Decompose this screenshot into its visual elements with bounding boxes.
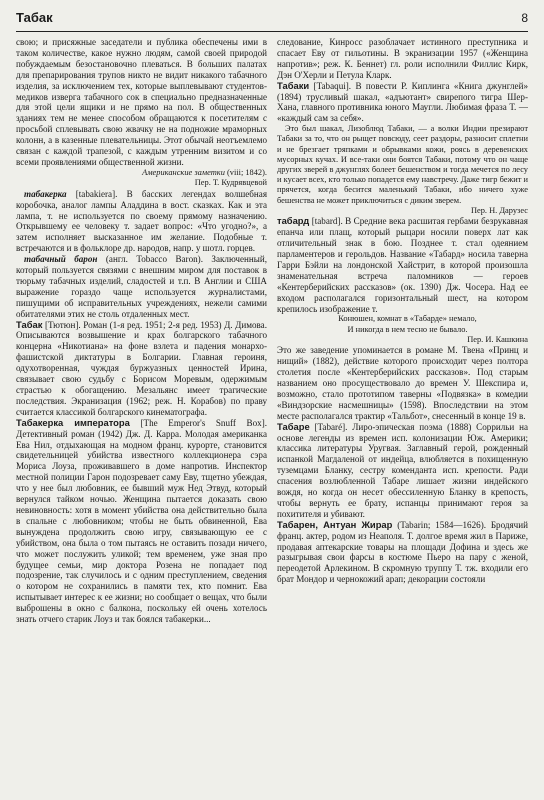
paragraph: свою; и присяжные заседатели и публика обеспечены ими в таком количестве, какое нужно людям, самой своей природой побуждаемым безостановочно плеваться. В больших палатах для препарирования трупов никто не видит никакого табачного изделия, за исключением тех, которые выплевывают студентов-медиков изверга табачного сок в специально предназначенные для этой цели ящики и не прямо на пол. В общественных зданиях тем не менее способом обращаются к посетителям с просьбой сплевывать свою жвачку не на подножие мраморных колонн, а в казенные плевательницы. Этот обычай неотъемлемо связан с каждой трапезой, с каждым утренним визитом и со всеми проявлениями общественной жизни. — [16, 37, 267, 167]
paragraph: Это же заведение упоминается в романе М. Твена «Принц и нищий» (1882), действие которого происходит через полтора столетия после «Кентерберийских рассказов». Под старым названием оно просуществовало до времен У. Шекспира и, возможно, стало прототипом таверны «Подвязка» в комедии «Виндзорские насмешницы» (1598). Впоследствии на этом месте располагался трактир «Тальбот», снесенный в конце 19 в. — [277, 345, 528, 421]
verse-line: И никогда в нем тесно не бывало. — [347, 324, 468, 334]
headword: Табак — [16, 318, 43, 330]
source-title: Американские заметки — [142, 167, 225, 177]
source-ref: (viii; 1842). — [226, 167, 267, 177]
headword: Табарен, Антуан Жирар — [277, 518, 393, 530]
entry-tabakerka — [16, 189, 267, 254]
running-header — [16, 10, 528, 32]
source-citation — [16, 168, 267, 178]
translator: Пер. И. Кашкина — [467, 334, 528, 344]
text-columns — [16, 37, 528, 799]
entry-text: [Тютюн]. Роман (1-я ред. 1951; 2-я ред. 1953) Д. Димова. Описываются возвышение и крах болгарского табачного концерна «Никотиана» на фоне взлета и падения монархо-фашистской диктатуры в Болгарии. Главная героиня, одухотворенная, чуждая буржуазных ценностей Ирина, связывает свою судьбу с Борисом Моревым, одержимым страстью к обогащению. Мезальянс имеет трагические последствия. Экранизация (1962; реж. Н. Корабов) по праву считается классикой болгарского кинематографа. — [16, 319, 267, 417]
entry-text: Детективный роман (1942) Дж. Д. Карра. Молодая американка Ева Нил, отдыхающая на модном франц. курорте, становится свидетельницей убийства известного коллекционера сэра Мориса Лоуза, проживавшего в доме напротив. Инспектор местной полиции Гарон подозревает саму Еву, тщетно убеждая, что у нее был любовник, ее бывший муж Нед Этвуд, который вернулся тайком ночью. Женщина пытается доказать свою невиновность: хотя в момент убийства она действительно была в спальне с любовником; чтобы не быть обвиненной, Ева вынуждена продолжить свою игру, связывающую ее с убийством, она была о том пытаясь не оставить позади ничего, что может послужить уликой; тем временем, уже зная про будущее семьи, мир доктора Розена не попадает под подозрение, так случилось и с одним преступлением, сведения о котором не сохранились в памяти тех, кто помнит. Ева испытывает интерес к ее жизни; но сообщает о вещах, что были выброшены в окно с балкона, поскольку ей очень хотелось знать отчего старик Лоуз и так боялся табакерки... — [16, 428, 267, 625]
entry-text: (англ. Tobacco Baron). Заключенный, который пользуется связями с внешним миром для поставок в тюрьму табачных изделий, сладостей и т.п. В Англии и США выражение гораздо чаще используется журналистами, пишущими об исправительных учреждениях, нежели самими обитателями этих не столь отдаленных мест. — [16, 254, 267, 319]
verse-line: Конюшен, комнат в «Табарде» немало, — [338, 314, 477, 324]
entry-tabard — [277, 216, 528, 314]
entry-text: [tabard]. В Средние века расшитая гербами безрукавная епанча или плащ, который рыцари носили поверх лат как отличительный знак в бою. Позднее т. стал одеянием парламентеров и герольдов. Название «Табард» носила таверна Гарри Бэйли на лондонской Хайстрит, в которой произошла знаменательная встреча паломников — героев «Кентерберийских рассказов» (ок. 1390) Дж. Чосера. Над ее входом располагался горизонтальный шест, на котором крепилось изображение т. — [277, 216, 528, 314]
translator: Пер. Н. Дарузес — [470, 205, 528, 215]
entry-text: (Tabarin; 1584—1626). Бродячий франц. актер, родом из Неаполя. Т. долгое время жил в Париже, продавая аптекарские товары на площади Дофина и здесь же разыгрывая свои фарсы в костюме Пьеро на пару с женой, переодетой Арлекином. В скромную труппу Т. тж. входили его брат Мондор и чернокожий арап; декорации состояли — [277, 519, 528, 585]
entry-text: [Tabaré]. Лиро-эпическая поэма (1888) Соррильи на основе легенды из времен исп. колонизации Юж. Америки; классика литературы Уругвая. Заглавный герой, рожденный испанкой Магдаленой от индейца, влюбляется в похищенную туземцами Бланку, сестру коменданта исп. крепости. Ради спасения возлюбленной Табаре лишает жизни индейского вождя, но когда он несет обессиленную Бланку в крепость, чтобы вернуть ее брату, испанцы принимают героя за похитителя и убивают. — [277, 421, 528, 519]
translator: Пер. Т. Кудрявцевой — [194, 178, 267, 188]
running-title: Табак — [16, 10, 53, 25]
paragraph: следование, Кинросс разоблачает истинного преступника и спасает Еву от гильотины. В экранизации 1957 («Женщина напротив»; реж. К. Беннет) гл. роли исполнили Филлис Кирк, Дэн О'Херли и Петула Кларк. — [277, 37, 528, 80]
quotation: Это был шакал, Лизоблюд Табаки, — а волки Индии презирают Табаки за то, что он рыщет повсюду, сеет раздоры, разносит сплетни и не брезгает тряпками и обрывками кожи, роясь в деревенских мусорных кучах. И все-таки они боятся Табаки, потому что он чаще других зверей в джунглях болеет бешенством и тогда мечется по лесу и кусает всех, кто только попадется ему навстречу. Даже тигр бежит и прячется, когда бесится маленький Табаки, ибо ничего хуже бешенства не может приключиться с диким зверем. — [277, 124, 528, 205]
headword: табард — [277, 215, 310, 227]
headword: табачный барон — [24, 254, 98, 265]
headword: Табаре — [277, 420, 310, 432]
page-number: 8 — [521, 11, 528, 25]
headword: Табаки — [277, 79, 310, 91]
entry-tabak — [16, 320, 267, 418]
entry-tabakerka-imperatora — [16, 418, 267, 625]
original-title: [The Emperor's Snuff Box]. — [140, 417, 267, 428]
entry-text: [Tabaqui]. В повести Р. Киплинга «Книга джунглей» (1894) трусливый шакал, «адъютант» свирепого тигра Шер-Хана, главного противника юного Маугли. Любимая фраза Т. — «каждый сам за себя». — [277, 80, 528, 124]
entry-tabaren — [277, 520, 528, 585]
headword: табакерка — [24, 188, 67, 199]
entry-tabare — [277, 422, 528, 520]
entry-text: [tabakiera]. В басских легендах волшебная коробочка, аналог лампы Аладдина в вост. сказках. Как и эта лампа, т. не используется по своему прямому назначению. Открывшему ее человеку т. задает вопрос: «Что угодно?», а затем исполняет высказанное им желание. Подобные т. встречаются и в фольклоре др. народов, напр. у шотл. горцев. — [16, 188, 267, 254]
headword: Табакерка императора — [16, 416, 130, 428]
right-column — [277, 37, 528, 799]
entry-tabaki — [277, 81, 528, 125]
entry-tabachny-baron — [16, 254, 267, 319]
left-column — [16, 37, 267, 799]
